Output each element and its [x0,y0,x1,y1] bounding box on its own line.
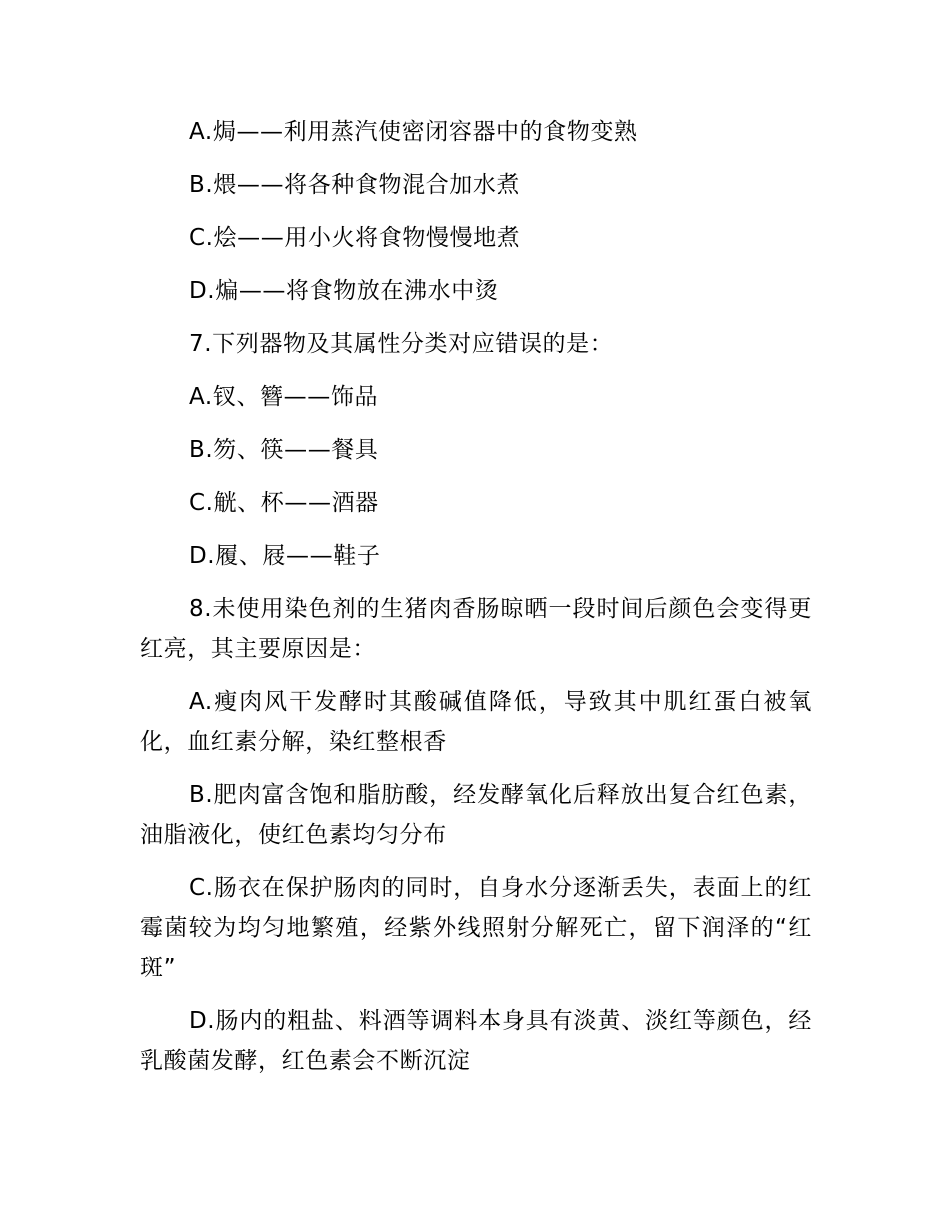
question-8: 8.未使用染色剂的生猪肉香肠晾晒一段时间后颜色会变得更红亮，其主要原因是： [140,596,812,662]
option-8c: C.肠衣在保护肠肉的同时，自身水分逐渐丢失，表面上的红霉菌较为均匀地繁殖，经紫外线照射分解死亡，留下润泽的“红斑” [140,875,812,981]
option-8d: D.肠内的粗盐、料酒等调料本身具有淡黄、淡红等颜色，经乳酸菌发酵，红色素会不断沉淀 [140,1008,812,1074]
option-6a: A.焗——利用蒸汽使密闭容器中的食物变熟 [189,119,638,145]
option-7d: D.履、屐——鞋子 [189,543,381,569]
document-body [140,112,812,1081]
option-6b: B.煨——将各种食物混合加水煮 [189,172,521,198]
option-6c: C.烩——用小火将食物慢慢地煮 [189,225,521,251]
question-7: 7.下列器物及其属性分类对应错误的是： [189,331,614,357]
option-6d: D.煸——将食物放在沸水中烫 [189,278,499,304]
option-8b: B.肥肉富含饱和脂肪酸，经发酵氧化后释放出复合红色素，油脂液化，使红色素均匀分布 [140,782,812,848]
option-7b: B.笏、筷——餐具 [189,437,379,463]
option-8a: A.瘦肉风干发酵时其酸碱值降低，导致其中肌红蛋白被氧化，血红素分解，染红整根香 [140,689,812,755]
option-7a: A.钗、簪——饰品 [189,384,379,410]
option-7c: C.觥、杯——酒器 [189,490,379,516]
